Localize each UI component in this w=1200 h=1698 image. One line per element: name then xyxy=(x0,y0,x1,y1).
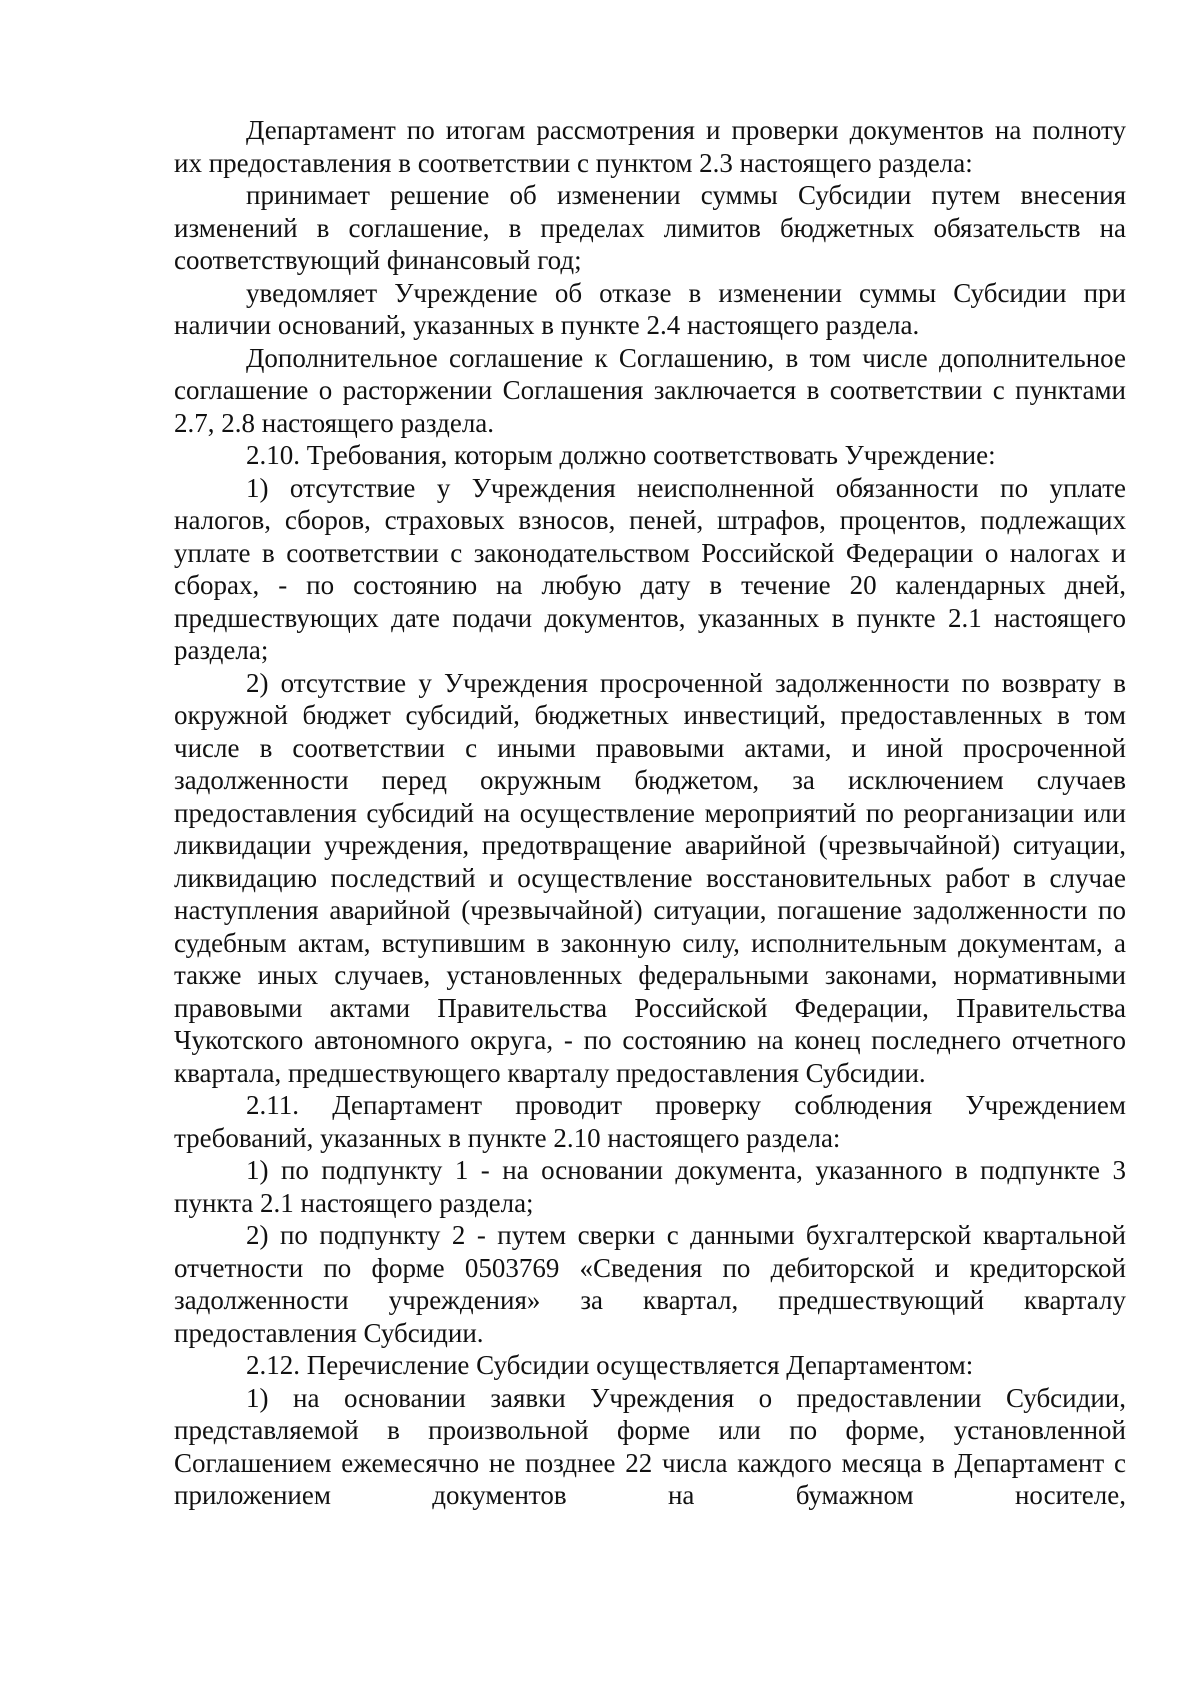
paragraph-refusal-notice: уведомляет Учреждение об отказе в изменении суммы Субсидии при наличии оснований, указанных в пункте 2.4 настоящего раздела. xyxy=(174,277,1126,340)
paragraph-2-12-transfer: 2.12. Перечисление Субсидии осуществляется Департаментом: xyxy=(246,1350,974,1380)
paragraph-2-10-item-1: 1) отсутствие у Учреждения неисполненной обязанности по уплате налогов, сборов, страховых взносов, пеней, штрафов, процентов, подлежащих уплате в соответствии с законодательством Российской Федерации о налогах и сборах, - по состоянию на любую дату в течение 20 календарных дней, предшествующих дате подачи документов, указанных в пункте 2.1 настоящего раздела; xyxy=(174,472,1126,665)
paragraph-decision-change: принимает решение об изменении суммы Субсидии путем внесения изменений в соглашение, в пределах лимитов бюджетных обязательств на соответствующий финансовый год; xyxy=(174,180,1126,275)
paragraph-additional-agreement: Дополнительное соглашение к Соглашению, в том числе дополнительное соглашение о расторжении Соглашения заключается в соответствии с пунктами 2.7, 2.8 настоящего раздела. xyxy=(174,342,1126,438)
paragraph-2-10-requirements: 2.10. Требования, которым должно соответствовать Учреждение: xyxy=(246,440,996,470)
paragraph-2-11-item-1: 1) по подпункту 1 - на основании документа, указанного в подпункте 3 пункта 2.1 настоящего раздела; xyxy=(174,1155,1126,1218)
paragraph-2-10-item-2: 2) отсутствие у Учреждения просроченной задолженности по возврату в окружной бюджет субсидий, бюджетных инвестиций, предоставленных в том числе в соответствии с иными правовыми актами, и иной просроченной задолженности перед окружным бюджетом, за исключением случаев предоставления субсидий на осуществление мероприятий по реорганизации или ликвидации учреждения, предотвращение аварийной (чрезвычайной) ситуации, ликвидацию последствий и осуществление восстановительных работ в случае наступления аварийной (чрезвычайной) ситуации, погашение задолженности по судебным актам, вступившим в законную силу, исполнительным документам, а также иных случаев, установленных федеральными законами, нормативными правовыми актами Правительства Российской Федерации, Правительства Чукотского автономного округа, - по состоянию на конец последнего отчетного квартала, предшествующего кварталу предоставления Субсидии. xyxy=(174,667,1126,1088)
paragraph-2-11-item-2: 2) по подпункту 2 - путем сверки с данными бухгалтерской квартальной отчетности по форме 0503769 «Сведения по дебиторской и кредиторской задолженности учреждения» за квартал, предшествующий кварталу предоставления Субсидии. xyxy=(174,1220,1126,1348)
paragraph-department-review: Департамент по итогам рассмотрения и проверки документов на полноту их предоставления в соответствии с пунктом 2.3 настоящего раздела: xyxy=(174,115,1126,178)
paragraph-2-12-item-1: 1) на основании заявки Учреждения о предоставлении Субсидии, представляемой в произвольной форме или по форме, установленной Соглашением ежемесячно не позднее 22 числа каждого месяца в Департамент с приложением документов на бумажном носителе, xyxy=(174,1382,1126,1510)
paragraph-2-11-verification: 2.11. Департамент проводит проверку соблюдения Учреждением требований, указанных в пункте 2.10 настоящего раздела: xyxy=(174,1090,1126,1153)
document-page xyxy=(174,114,1126,1512)
